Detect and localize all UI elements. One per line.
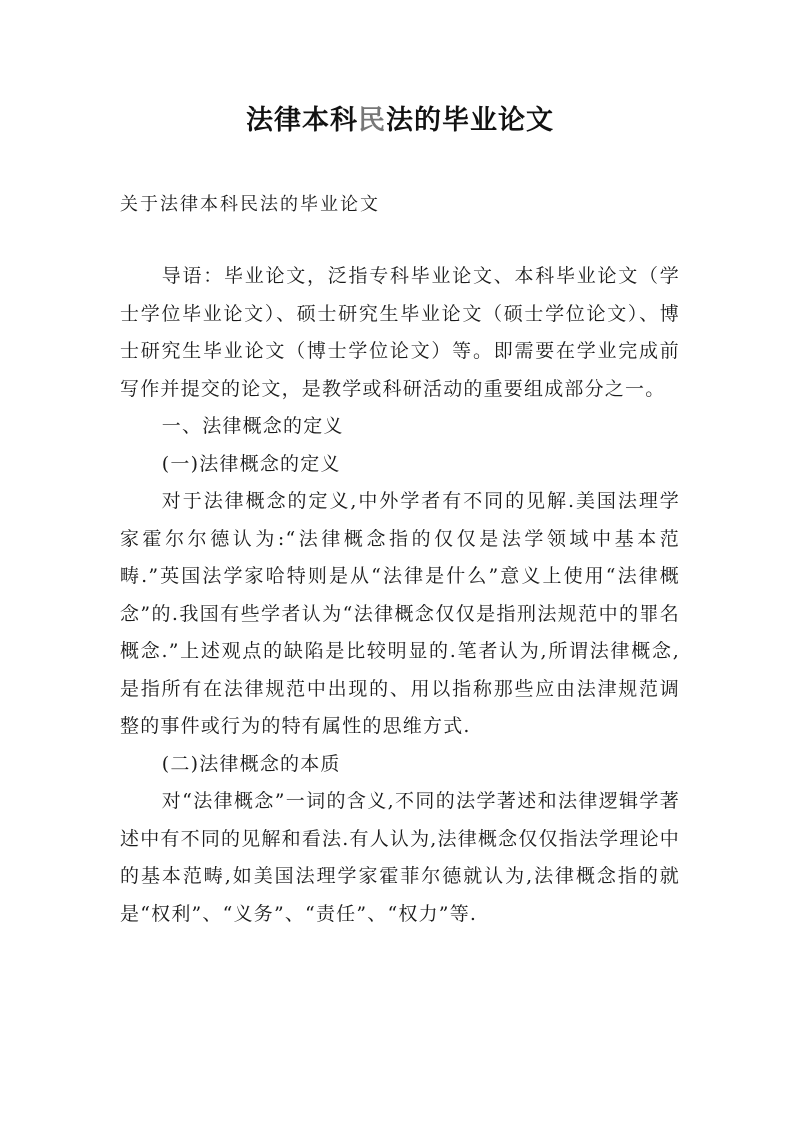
subtitle: 关于法律本科民法的毕业论文: [120, 194, 380, 215]
title-part-2: 法的毕业论文: [386, 105, 554, 136]
definition-paragraph: 对于法律概念的定义,中外学者有不同的见解.美国法理学家霍尔尔德认为:“法律概念指的仅仅是法学领域中基本范畴.”英国法学家哈特则是从“法律是什么”意义上使用“法律概念”的.我国有些学者认为“法律概念仅仅是指刑法规范中的罪名概念.”上述观点的缺陷是比较明显的.笔者认为,所谓法律概念,是指所有在法律规范中出现的、用以指称那些应由法津规范调整的事件或行为的特有属性的思维方式.: [120, 490, 680, 737]
title-part-1: 法律本科: [246, 105, 358, 136]
essence-paragraph: 对“法律概念”一词的含义,不同的法学著述和法律逻辑学著述中有不同的见解和看法.有人认为,法律概念仅仅指法学理论中的基本范畴,如美国法理学家霍菲尔德就认为,法律概念指的就是“权利”、“义务”、“责任”、“权力”等.: [120, 790, 680, 925]
page-title: [0, 98, 800, 137]
subsection-heading-1: (一)法律概念的定义: [161, 452, 341, 475]
document-body: [120, 258, 680, 933]
intro-paragraph: 导语：毕业论文，泛指专科毕业论文、本科毕业论文（学士学位毕业论文）、硕士研究生毕业论文（硕士学位论文）、博士研究生毕业论文（博士学位论文）等。即需要在学业完成前写作并提交的论文，是教学或科研活动的重要组成部分之一。: [120, 265, 680, 400]
subsection-heading-2: (二)法律概念的本质: [161, 752, 341, 775]
section-heading-1: 一、法律概念的定义: [161, 415, 344, 437]
title-highlight: 民: [358, 105, 386, 136]
